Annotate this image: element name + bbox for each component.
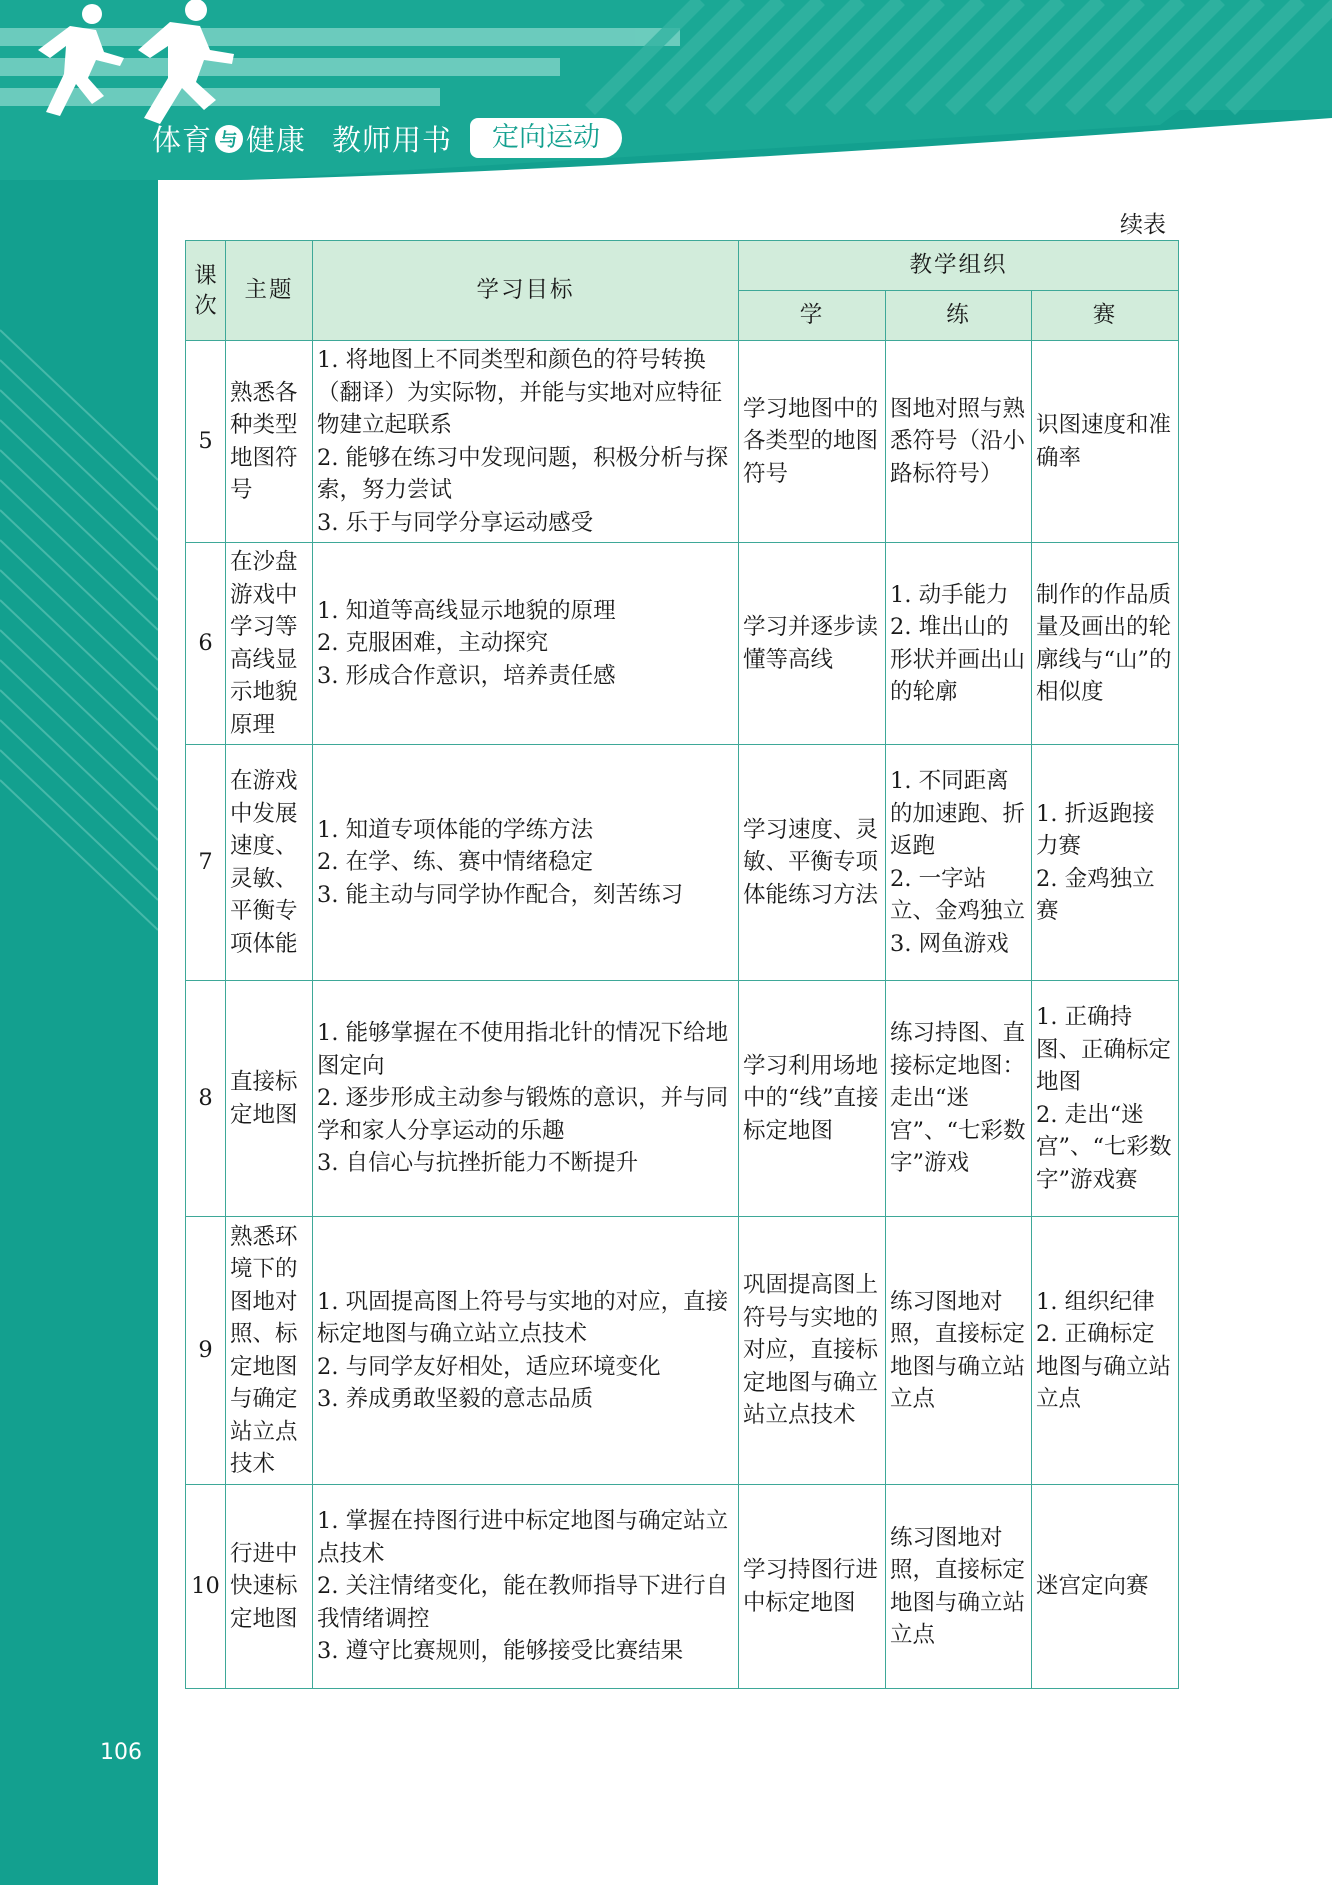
compete-line: 迷宫定向赛: [1036, 1573, 1149, 1600]
lesson-learn: [739, 745, 886, 981]
objectives-line: 2. 与同学友好相处，适应环境变化: [317, 1353, 661, 1380]
objectives-line: 3. 能主动与同学协作配合，刻苦练习: [317, 881, 684, 908]
header-compete: 赛: [1032, 291, 1179, 341]
lesson-learn: [739, 981, 886, 1217]
book-title-part3: 教师用书: [332, 123, 453, 157]
lesson-number: 5: [186, 341, 226, 543]
lesson-number: 8: [186, 981, 226, 1217]
compete-line: 制作的作品质量及画出的轮廓线与“山”的相似度: [1036, 581, 1172, 705]
learn-line: 学习利用场地中的“线”直接标定地图: [743, 1052, 879, 1144]
book-title-part2: 健康: [246, 123, 307, 157]
book-title-with: 与: [215, 125, 243, 153]
lesson-practice: [886, 341, 1032, 543]
lesson-topic: 在沙盘游戏中学习等高线显示地貌原理: [226, 543, 313, 745]
lesson-topic: 熟悉环境下的图地对照、标定地图与确定站立点技术: [226, 1217, 313, 1485]
lesson-learn: [739, 1485, 886, 1689]
objectives-line: 2. 逐步形成主动参与锻炼的意识，并与同学和家人分享运动的乐趣: [317, 1085, 729, 1144]
header-learn: 学: [739, 291, 886, 341]
practice-line: 练习持图、直接标定地图：走出“迷宫”、“七彩数字”游戏: [890, 1020, 1026, 1177]
compete-line: 2. 走出“迷宫”、“七彩数字”游戏赛: [1036, 1101, 1172, 1193]
lesson-topic: 行进中快速标定地图: [226, 1485, 313, 1689]
objectives-line: 3. 遵守比赛规则，能够接受比赛结果: [317, 1638, 684, 1665]
lesson-practice: [886, 543, 1032, 745]
lesson-compete: [1032, 1217, 1179, 1485]
lesson-compete: [1032, 341, 1179, 543]
objectives-line: 1. 巩固提高图上符号与实地的对应，直接标定地图与确立站立点技术: [317, 1288, 729, 1347]
learn-line: 巩固提高图上符号与实地的对应，直接标定地图与确立站立点技术: [743, 1272, 879, 1429]
objectives-line: 1. 知道专项体能的学练方法: [317, 816, 594, 843]
learn-line: 学习速度、灵敏、平衡专项体能练习方法: [743, 816, 879, 908]
continued-label: 续表: [1120, 212, 1166, 238]
learn-line: 学习地图中的各类型的地图符号: [743, 395, 879, 487]
chapter-badge: 定向运动: [470, 118, 622, 158]
objectives-line: 2. 能够在练习中发现问题，积极分析与探索，努力尝试: [317, 444, 729, 503]
lesson-practice: [886, 981, 1032, 1217]
lesson-compete: [1032, 981, 1179, 1217]
compete-line: 1. 正确持图、正确标定地图: [1036, 1004, 1172, 1095]
header-organization: 教学组织: [739, 241, 1179, 291]
lesson-topic: 熟悉各种类型地图符号: [226, 341, 313, 543]
table-row: [186, 1485, 1179, 1689]
lesson-objectives: [313, 1217, 739, 1485]
book-title: [152, 118, 452, 159]
practice-line: 1. 不同距离的加速跑、折返跑: [890, 768, 1026, 859]
running-figures-icon: [0, 0, 260, 130]
objectives-line: 1. 掌握在持图行进中标定地图与确定站立点技术: [317, 1508, 729, 1567]
objectives-line: 3. 乐于与同学分享运动感受: [317, 509, 594, 536]
lesson-topic: 在游戏中发展速度、灵敏、平衡专项体能: [226, 745, 313, 981]
practice-line: 练习图地对照，直接标定地图与确立站立点: [890, 1524, 1026, 1648]
lesson-objectives: [313, 543, 739, 745]
header-lesson: 课次: [186, 241, 226, 341]
objectives-line: 1. 知道等高线显示地貌的原理: [317, 597, 616, 624]
lesson-objectives: [313, 341, 739, 543]
practice-line: 1. 动手能力: [890, 581, 1009, 608]
lesson-learn: [739, 341, 886, 543]
practice-line: 3. 网鱼游戏: [890, 930, 1009, 957]
lesson-learn: [739, 1217, 886, 1485]
header-practice: 练: [886, 291, 1032, 341]
learn-line: 学习并逐步读懂等高线: [743, 614, 879, 673]
lesson-practice: [886, 1217, 1032, 1485]
compete-line: 2. 金鸡独立赛: [1036, 865, 1155, 924]
compete-line: 识图速度和准确率: [1036, 412, 1172, 471]
lesson-compete: [1032, 745, 1179, 981]
lesson-number: 7: [186, 745, 226, 981]
lesson-learn: [739, 543, 886, 745]
learn-line: 学习持图行进中标定地图: [743, 1557, 879, 1616]
table-row: [186, 745, 1179, 981]
lesson-number: 10: [186, 1485, 226, 1689]
table-body: [186, 341, 1179, 1689]
objectives-line: 2. 在学、练、赛中情绪稳定: [317, 849, 594, 876]
lesson-compete: [1032, 543, 1179, 745]
compete-line: 1. 折返跑接力赛: [1036, 800, 1155, 859]
left-sidebar: [0, 0, 158, 1885]
lesson-plan-table: [185, 240, 1179, 1689]
book-title-part1: 体育: [152, 123, 213, 157]
compete-line: 2. 正确标定地图与确立站立点: [1036, 1321, 1172, 1412]
lesson-number: 6: [186, 543, 226, 745]
lesson-number: 9: [186, 1217, 226, 1485]
practice-line: 练习图地对照，直接标定地图与确立站立点: [890, 1288, 1026, 1412]
practice-line: 2. 一字站立、金鸡独立: [890, 865, 1026, 924]
page-header: [0, 0, 1332, 180]
lesson-objectives: [313, 1485, 739, 1689]
objectives-line: 1. 能够掌握在不使用指北针的情况下给地图定向: [317, 1020, 729, 1079]
objectives-line: 2. 克服困难，主动探究: [317, 630, 549, 657]
practice-line: 2. 堆出山的形状并画出山的轮廓: [890, 614, 1026, 705]
lesson-objectives: [313, 745, 739, 981]
objectives-line: 2. 关注情绪变化，能在教师指导下进行自我情绪调控: [317, 1573, 729, 1632]
lesson-practice: [886, 745, 1032, 981]
table-row: [186, 341, 1179, 543]
header-topic: 主题: [226, 241, 313, 341]
objectives-line: 3. 自信心与抗挫折能力不断提升: [317, 1150, 639, 1177]
compete-line: 1. 组织纪律: [1036, 1288, 1155, 1315]
objectives-line: 3. 养成勇敢坚毅的意志品质: [317, 1386, 594, 1412]
sidebar-stripes: [0, 0, 158, 1885]
lesson-objectives: [313, 981, 739, 1217]
lesson-practice: [886, 1485, 1032, 1689]
header-objectives: 学习目标: [313, 241, 739, 341]
lesson-topic: 直接标定地图: [226, 981, 313, 1217]
page-number: 106: [100, 1740, 142, 1765]
table-row: [186, 543, 1179, 745]
table-row: [186, 981, 1179, 1217]
objectives-line: 1. 将地图上不同类型和颜色的符号转换（翻译）为实际物，并能与实地对应特征物建立起联系: [317, 347, 723, 438]
table-row: [186, 1217, 1179, 1485]
lesson-compete: [1032, 1485, 1179, 1689]
objectives-line: 3. 形成合作意识，培养责任感: [317, 662, 616, 689]
practice-line: 图地对照与熟悉符号（沿小路标符号）: [890, 395, 1026, 487]
